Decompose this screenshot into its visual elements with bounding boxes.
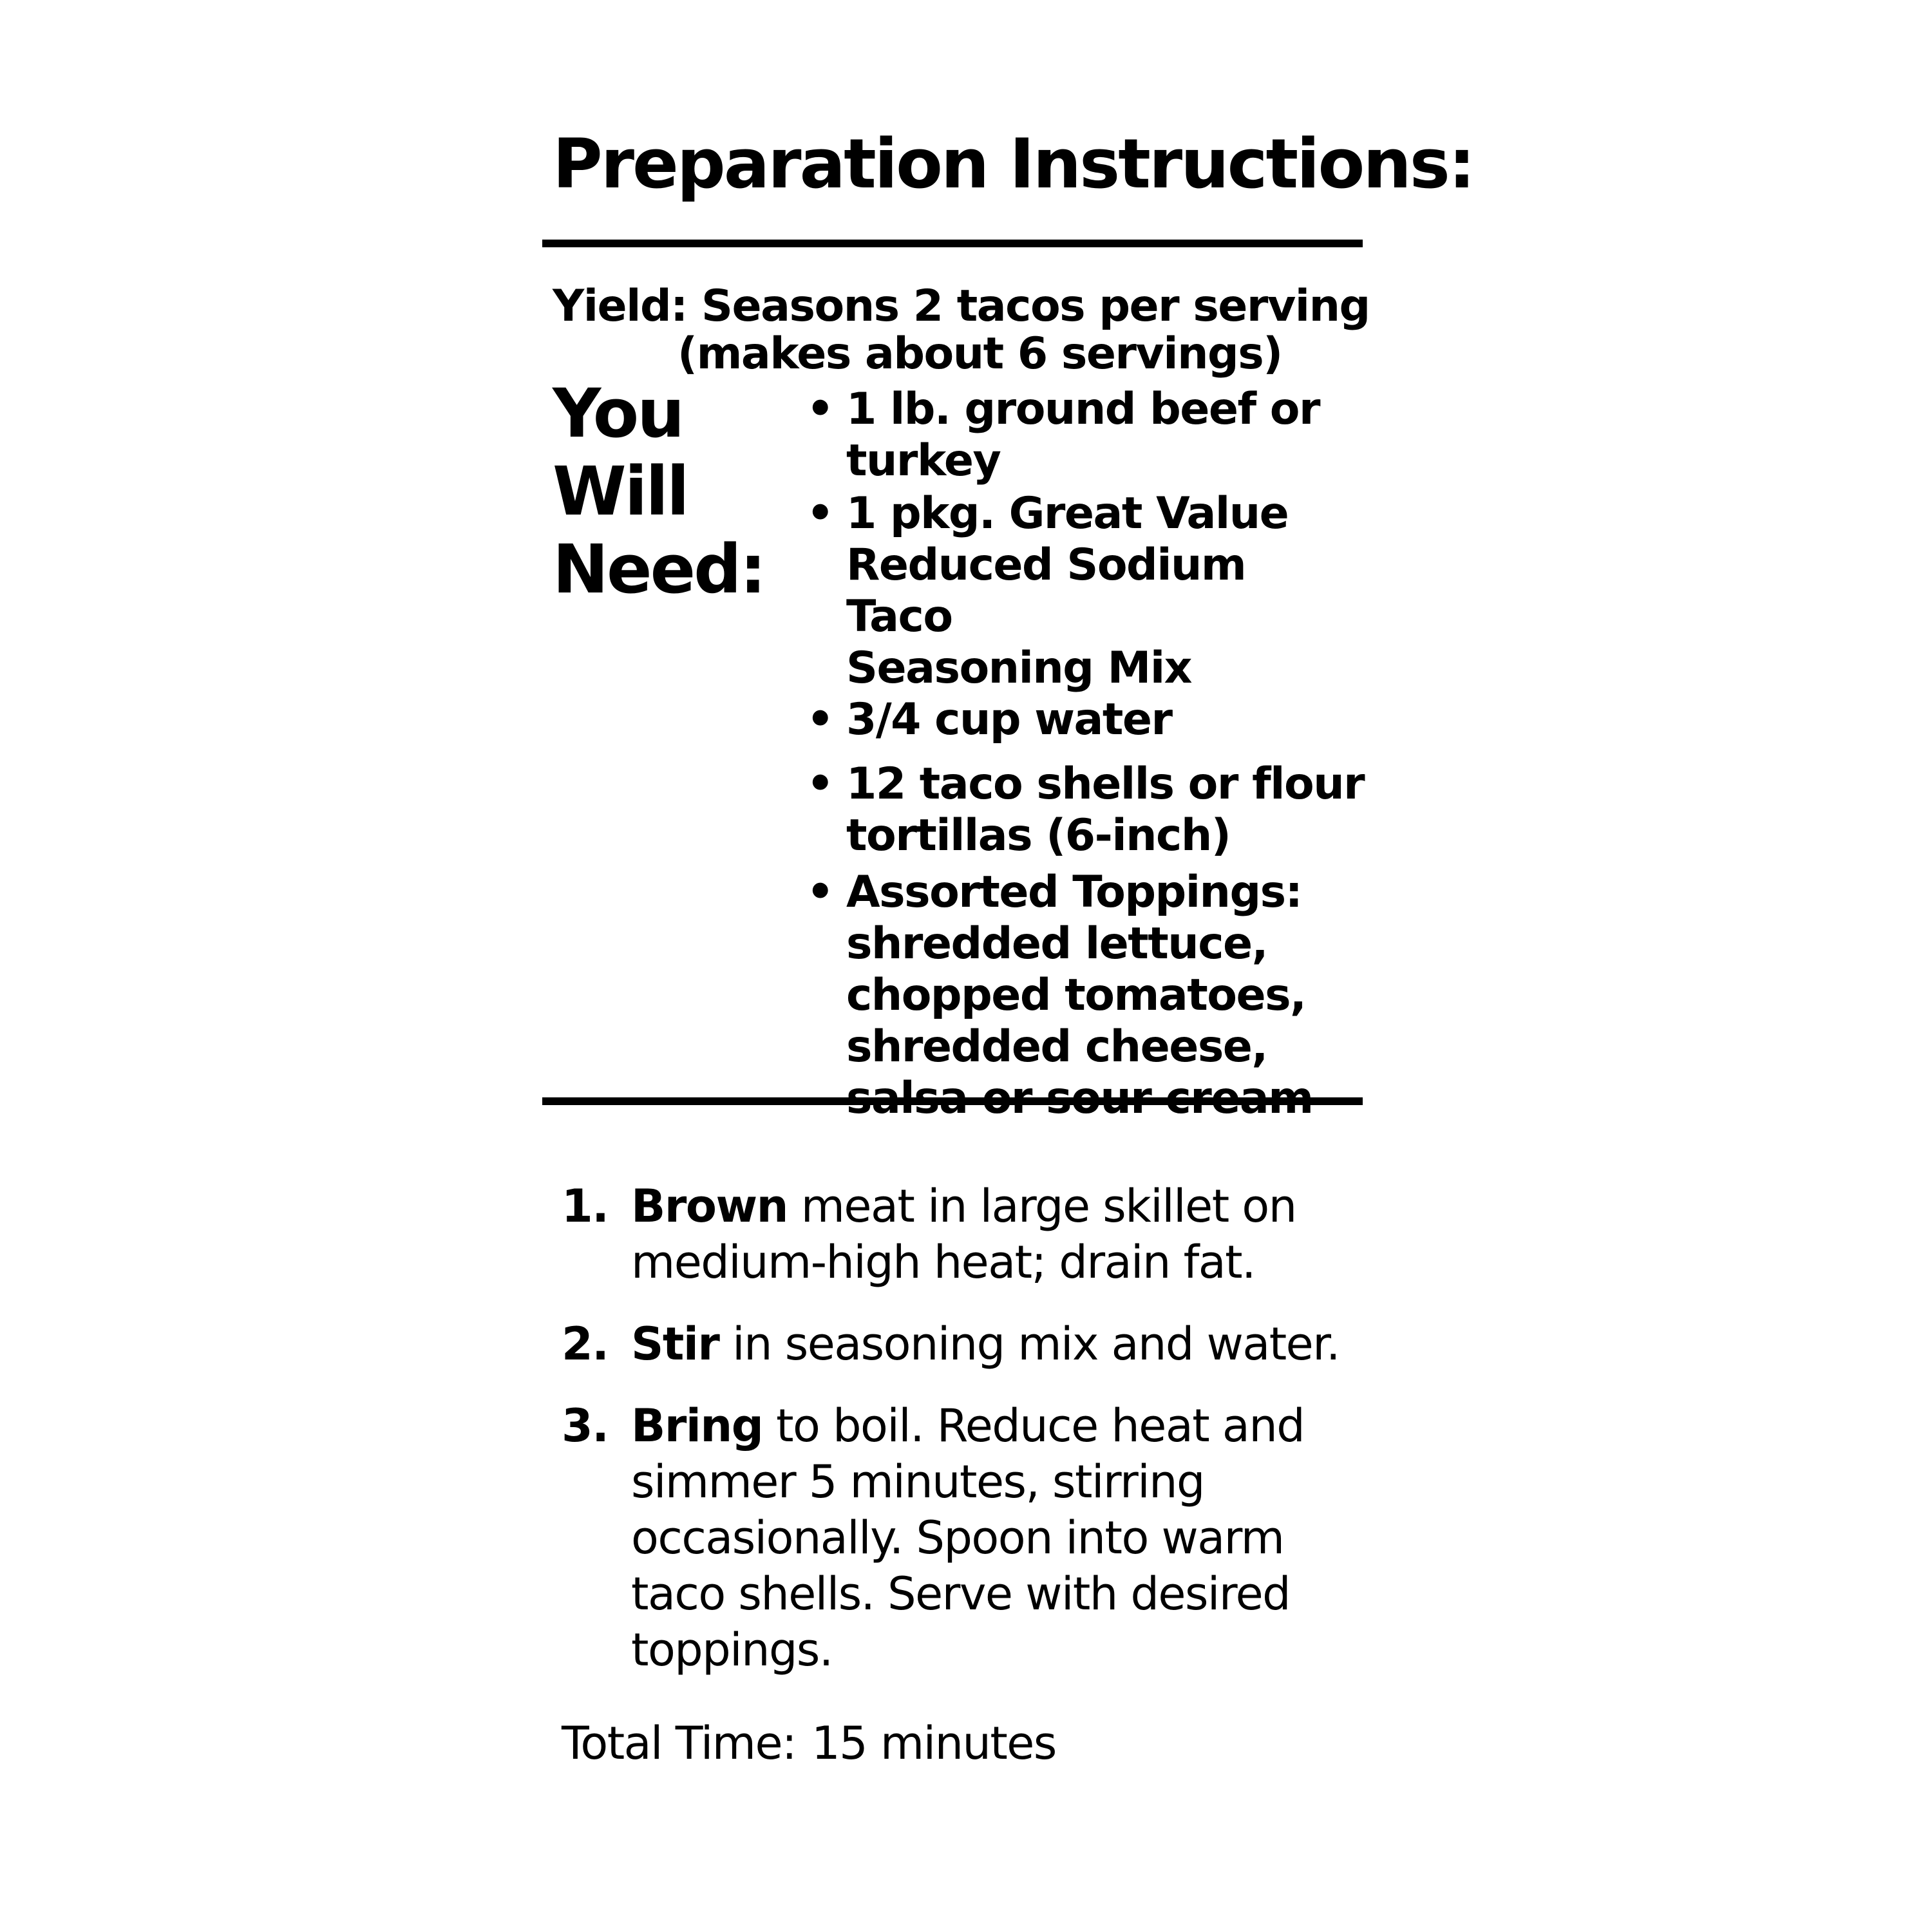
step-rest: to boil. Reduce heat and simmer 5 minutes, stirring occasionally. Spoon into warm taco shells. Serve with desired toppings. [631,1399,1305,1676]
ingredient-text: 3/4 cup water [846,694,1172,745]
yield-label: Yield: [553,281,687,332]
preparation-instructions-panel [542,122,1474,1810]
step-verb: Brown [631,1180,788,1233]
bullet-icon: • [806,384,833,435]
total-time-label: Total Time: [562,1717,797,1770]
page-title: Preparation Instructions: [553,124,1474,204]
ingredient-text: Assorted Toppings: shredded lettuce, chopped tomatoes, shredded cheese, [846,867,1306,1072]
bottom-divider [542,1097,1363,1105]
step-rest: in seasoning mix and water. [719,1318,1340,1370]
need-heading-line: You [553,374,683,453]
bullet-icon: • [806,759,833,810]
step-rest: meat in large skillet on medium-high heat; drain fat. [631,1180,1296,1289]
ingredient-text: 12 taco shells or flour tortillas (6-inch) [846,759,1365,861]
ingredient-item [806,488,1365,694]
ingredient-list [806,384,1365,1124]
step-text [631,1318,1340,1370]
step-text [631,1180,1296,1289]
step-text [631,1399,1304,1676]
top-divider [542,240,1363,247]
bullet-icon: • [806,867,833,918]
step-item [562,1398,1365,1678]
need-heading-line: Need: [553,530,765,609]
you-will-need-heading [553,375,784,609]
yield-text: Seasons 2 tacos per serving [701,281,1370,332]
yield-continuation: (makes about 6 servings) [677,328,1282,379]
bullet-icon: • [806,694,833,745]
yield-line [553,282,1370,331]
bullet-icon: • [806,488,833,539]
step-number: 3. [562,1399,609,1452]
ingredient-item [806,759,1365,862]
total-time [562,1716,1056,1772]
step-verb: Stir [631,1318,719,1370]
step-list [562,1179,1365,1704]
ingredient-item [806,694,1365,746]
step-verb: Bring [631,1399,763,1452]
ingredient-text: 1 lb. ground beef or turkey [846,384,1320,486]
step-number: 2. [562,1318,609,1370]
total-time-value: 15 minutes [811,1717,1056,1770]
ingredient-item [806,867,1365,1124]
ingredient-item [806,384,1365,487]
need-heading-line: Will [553,452,688,531]
ingredient-text: 1 pkg. Great Value Reduced Sodium Taco Seasoning Mix [846,488,1289,694]
step-item [562,1179,1365,1291]
step-item [562,1316,1365,1372]
step-number: 1. [562,1180,609,1233]
